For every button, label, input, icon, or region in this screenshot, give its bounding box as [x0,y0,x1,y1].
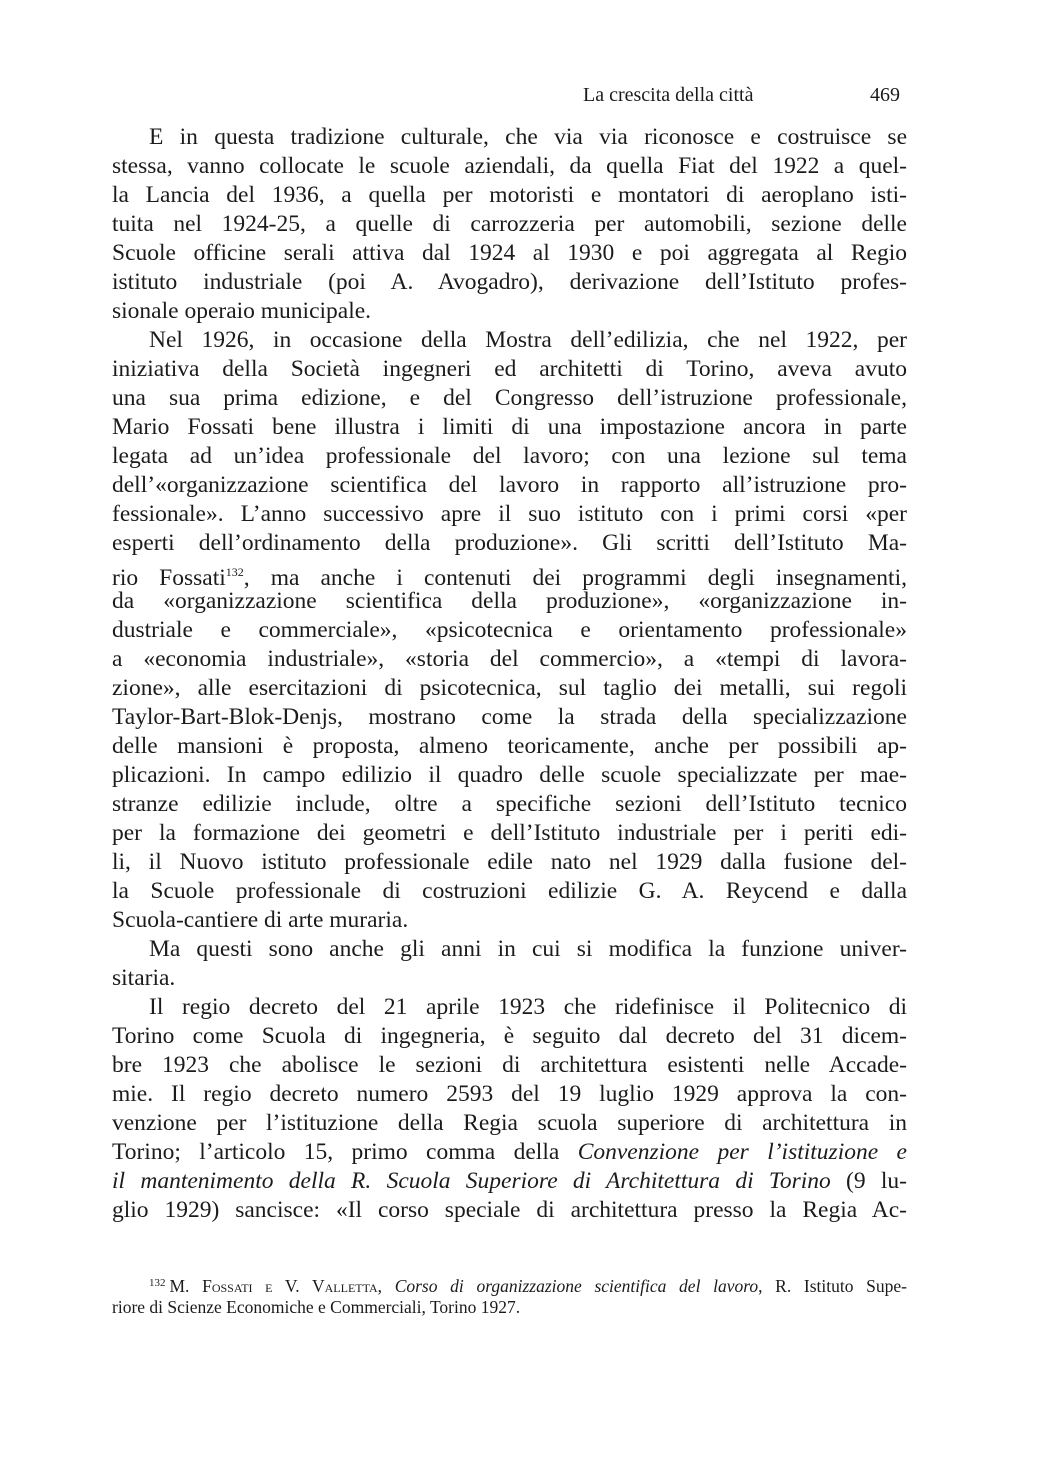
text-line: bre 1923 che abolisce le sezioni di architettura esistenti nelle Accade- [112,1052,907,1078]
footnote-reference[interactable]: 132 [225,565,244,579]
text-fragment: rio Fossati [112,565,226,591]
text-line: da «organizzazione scientifica della produzione», «organizzazione in- [112,588,907,614]
text-line: istituto industriale (poi A. Avogadro), derivazione dell’Istituto profes- [112,269,907,295]
text-line: una sua prima edizione, e del Congresso dell’istruzione professionale, [112,385,907,411]
body-text [112,123,907,1225]
text-line: venzione per l’istituzione della Regia scuola superiore di architettura in [112,1110,907,1136]
text-line: sionale operaio municipale. [112,298,372,324]
text-fragment: , ma anche i contenuti dei programmi degli insegnamenti, [243,565,907,591]
text-line: Ma questi sono anche gli anni in cui si modifica la funzione univer- [149,936,907,962]
text-line: dell’«organizzazione scientifica del lavoro in rapporto all’istruzione pro- [112,472,907,498]
text-line: tuita nel 1924-25, a quelle di carrozzeria per automobili, sezione delle [112,211,907,237]
text-line: Scuole officine serali attiva dal 1924 al 1930 e poi aggregata al Regio [112,240,907,266]
running-head: La crescita della città [583,84,754,106]
footnote-line: riore di Scienze Economiche e Commerciali, Torino 1927. [112,1297,521,1317]
text-line: Scuola-cantiere di arte muraria. [112,907,409,933]
text-line: sitaria. [112,965,176,991]
italic-title: Convenzione per l’istituzione e [577,1139,907,1165]
text-line: a «economia industriale», «storia del commercio», a «tempi di lavora- [112,646,907,672]
text-line: zione», alle esercitazioni di psicotecnica, sul taglio dei metalli, sui regoli [112,675,907,701]
footnote-number: 132 [149,1277,166,1289]
footnote [112,1271,907,1319]
footnote-title: Corso di organizzazione scientifica del lavoro [394,1276,759,1296]
italic-title: il mantenimento della R. Scuola Superiore di Architettura di Torino [112,1168,831,1194]
text-line [112,1138,907,1167]
text-line [112,1167,907,1196]
text-fragment: Torino; l’articolo 15, primo comma della [112,1139,578,1165]
text-line: glio 1929) sancisce: «Il corso speciale di architettura presso la Regia Ac- [112,1197,907,1223]
footnote-authors: M. Fossati e V. Valletta, [169,1276,383,1296]
text-line: Nel 1926, in occasione della Mostra dell’edilizia, che nel 1922, per [149,327,907,353]
text-line [112,558,907,591]
text-line: Taylor-Bart-Blok-Denjs, mostrano come la strada della specializzazione [112,704,907,730]
page-number: 469 [870,84,900,106]
text-line: Torino come Scuola di ingegneria, è seguito dal decreto del 31 dicem- [112,1023,907,1049]
text-line: plicazioni. In campo edilizio il quadro delle scuole specializzate per mae- [112,762,907,788]
text-line: dustriale e commerciale», «psicotecnica e orientamento professionale» [112,617,907,643]
text-fragment: , R. Istituto Supe- [758,1276,907,1296]
text-line: per la formazione dei geometri e dell’Istituto industriale per i periti edi- [112,820,907,846]
text-line: stessa, vanno collocate le scuole aziendali, da quella Fiat del 1922 a quel- [112,153,907,179]
footnote-line [112,1271,907,1295]
text-line: la Lancia del 1936, a quella per motoristi e montatori di aeroplano isti- [112,182,907,208]
text-line: la Scuole professionale di costruzioni edilizie G. A. Reycend e dalla [112,878,907,904]
text-line: delle mansioni è proposta, almeno teoricamente, anche per possibili ap- [112,733,907,759]
text-line: legata ad un’idea professionale del lavoro; con una lezione sul tema [112,443,907,469]
text-line: esperti dell’ordinamento della produzione». Gli scritti dell’Istituto Ma- [112,530,907,556]
text-line: Mario Fossati bene illustra i limiti di una impostazione ancora in parte [112,414,907,440]
text-line: E in questa tradizione culturale, che via via riconosce e costruisce se [149,124,907,150]
text-line: Il regio decreto del 21 aprile 1923 che ridefinisce il Politecnico di [149,994,907,1020]
text-line: stranze edilizie include, oltre a specifiche sezioni dell’Istituto tecnico [112,791,907,817]
text-line: li, il Nuovo istituto professionale edile nato nel 1929 dalla fusione del- [112,849,907,875]
text-line: iniziativa della Società ingegneri ed architetti di Torino, aveva avuto [112,356,907,382]
text-line: mie. Il regio decreto numero 2593 del 19 luglio 1929 approva la con- [112,1081,907,1107]
text-line: fessionale». L’anno successivo apre il suo istituto con i primi corsi «per [112,501,907,527]
text-fragment: (9 lu- [830,1168,908,1194]
